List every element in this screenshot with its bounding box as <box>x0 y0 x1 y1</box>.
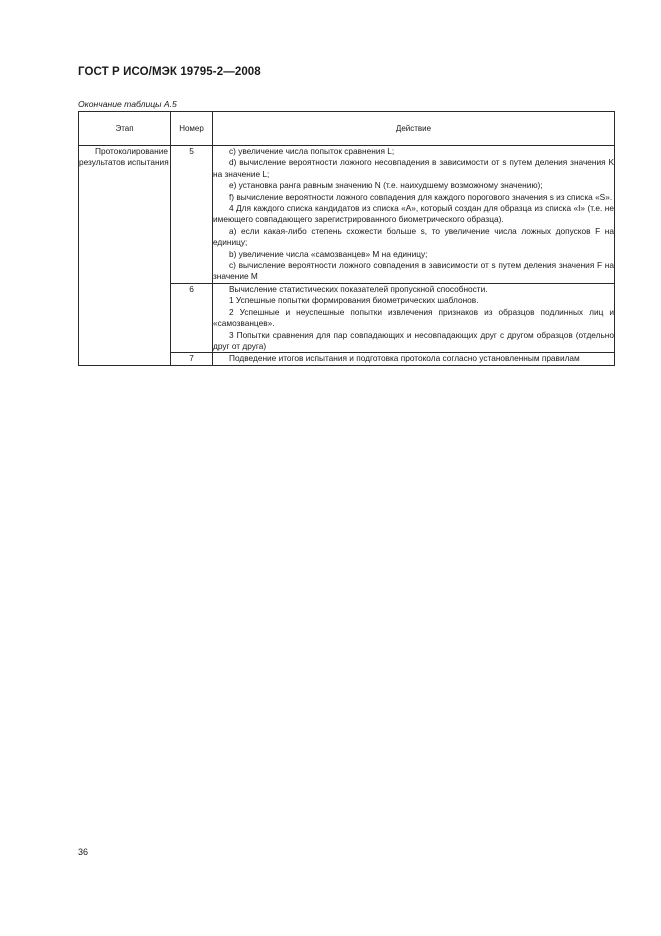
table-header-row <box>79 112 615 146</box>
procedure-table <box>78 111 615 366</box>
action-paragraph: c) увеличение числа попыток сравнения L; <box>229 146 395 156</box>
stage-text: Протоколирование результатов испытания <box>79 146 169 168</box>
row-number: 7 <box>171 353 213 365</box>
action-paragraph: f) вычисление вероятности ложного совпадения для каждого порогового значения s из списка «S». <box>229 191 613 202</box>
table-caption: Окончание таблицы А.5 <box>78 99 177 109</box>
action-paragraph: Вычисление статистических показателей пропускной способности. <box>229 283 488 294</box>
row-number: 5 <box>171 146 213 284</box>
action-paragraph: Подведение итогов испытания и подготовка протокола согласно установленным правилам <box>229 353 580 364</box>
action-paragraph: e) установка ранга равным значению N (т.е. наихудшему возможному значению); <box>229 180 543 191</box>
action-paragraph: b) увеличение числа «самозванцев» M на единицу; <box>229 248 428 259</box>
action-paragraph: 2 Успешные и неуспешные попытки извлечения признаков из образцов подлинных лиц и «самозванцев». <box>213 306 614 329</box>
page-number: 36 <box>78 847 89 857</box>
action-paragraph: 4 Для каждого списка кандидатов из списка «A», который создан для образца из списка «I» (т.е. не имеющего совпадающего зарегистрированного биометрического образца). <box>213 203 614 225</box>
action-paragraph: c) вычисление вероятности ложного совпадения в зависимости от s путем деления значения F на значение M <box>213 260 614 282</box>
column-header-action: Действие <box>213 112 615 146</box>
action-paragraph: d) вычисление вероятности ложного несовпадения в зависимости от s путем деления значения K на значение L; <box>213 157 614 179</box>
action-cell <box>213 353 615 365</box>
action-paragraph: 1 Успешные попытки формирования биометрических шаблонов. <box>229 295 479 306</box>
table-row <box>79 146 615 284</box>
column-header-stage: Этап <box>79 112 171 146</box>
stage-cell <box>79 146 171 366</box>
column-header-number: Номер <box>171 112 213 146</box>
row-number: 6 <box>171 283 213 352</box>
action-paragraph: a) если какая-либо степень схожести больше s, то увеличение числа ложных допусков F на единицу; <box>213 225 614 248</box>
action-paragraph: 3 Попытки сравнения для пар совпадающих и несовпадающих друг с другом образцов (отдельно друг от друга) <box>213 329 614 351</box>
action-cell <box>213 146 615 284</box>
document-header: ГОСТ Р ИСО/МЭК 19795-2—2008 <box>78 66 261 78</box>
action-cell <box>213 283 615 352</box>
